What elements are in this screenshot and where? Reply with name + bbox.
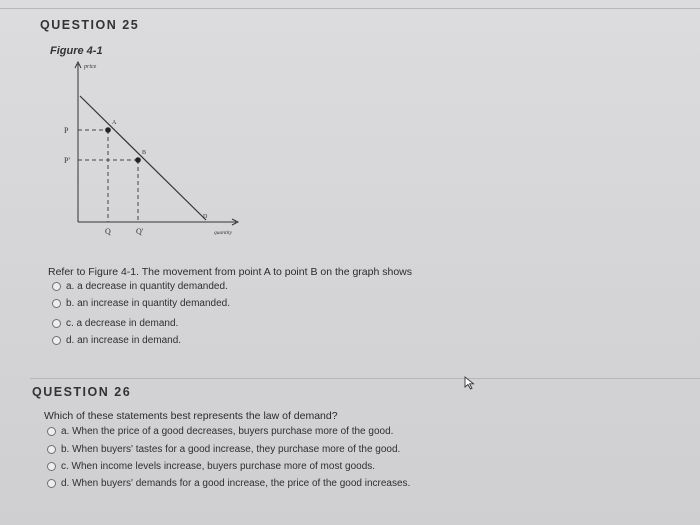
qty-q-label: Q <box>105 227 111 236</box>
radio-button[interactable] <box>47 445 56 454</box>
point-a <box>105 127 111 133</box>
radio-button[interactable] <box>52 336 61 345</box>
q25-option-b-label: b. an increase in quantity demanded. <box>66 298 230 309</box>
q25-option-b[interactable] <box>52 298 230 309</box>
x-axis-label: quantity <box>214 230 233 236</box>
demand-graph <box>56 58 256 243</box>
question-26-title: QUESTION 26 <box>32 385 132 399</box>
point-a-label: A <box>112 120 117 126</box>
question-divider <box>30 378 700 379</box>
question-26-prompt: Which of these statements best represents the law of demand? <box>44 410 338 422</box>
radio-button[interactable] <box>52 282 61 291</box>
q25-option-d-label: d. an increase in demand. <box>66 335 182 346</box>
q26-option-a-label: a. When the price of a good decreases, buyers purchase more of the good. <box>61 426 394 437</box>
radio-button[interactable] <box>47 427 56 436</box>
demand-curve <box>80 96 206 220</box>
q26-option-a[interactable] <box>47 426 393 437</box>
y-axis-label: price <box>84 64 97 70</box>
q25-option-a[interactable] <box>52 281 228 292</box>
point-b <box>135 157 141 163</box>
radio-button[interactable] <box>52 299 61 308</box>
q26-option-b[interactable] <box>47 444 400 455</box>
q25-option-d[interactable] <box>52 335 181 346</box>
figure-caption: Figure 4-1 <box>50 45 103 57</box>
mouse-pointer-icon <box>464 376 476 390</box>
radio-button[interactable] <box>47 479 56 488</box>
q25-option-c[interactable] <box>52 318 178 329</box>
top-divider <box>0 8 700 9</box>
point-b-label: B <box>142 150 147 156</box>
q26-option-d[interactable] <box>47 478 410 489</box>
q26-option-d-label: d. When buyers' demands for a good increase, the price of the good increases. <box>61 478 411 489</box>
price-p-label: P <box>64 126 69 135</box>
question-25-title: QUESTION 25 <box>40 18 140 32</box>
price-p-prime-label: P' <box>64 156 70 165</box>
demand-label: D <box>203 214 208 220</box>
q25-option-a-label: a. a decrease in quantity demanded. <box>66 281 228 292</box>
q26-option-c-label: c. When income levels increase, buyers purchase more of most goods. <box>61 461 376 472</box>
radio-button[interactable] <box>52 319 61 328</box>
radio-button[interactable] <box>47 462 56 471</box>
q26-option-c[interactable] <box>47 461 375 472</box>
q25-option-c-label: c. a decrease in demand. <box>66 318 179 329</box>
qty-q-prime-label: Q' <box>136 227 144 236</box>
question-25-prompt: Refer to Figure 4-1. The movement from point A to point B on the graph shows <box>48 266 413 278</box>
q26-option-b-label: b. When buyers' tastes for a good increase, they purchase more of the good. <box>61 444 401 455</box>
